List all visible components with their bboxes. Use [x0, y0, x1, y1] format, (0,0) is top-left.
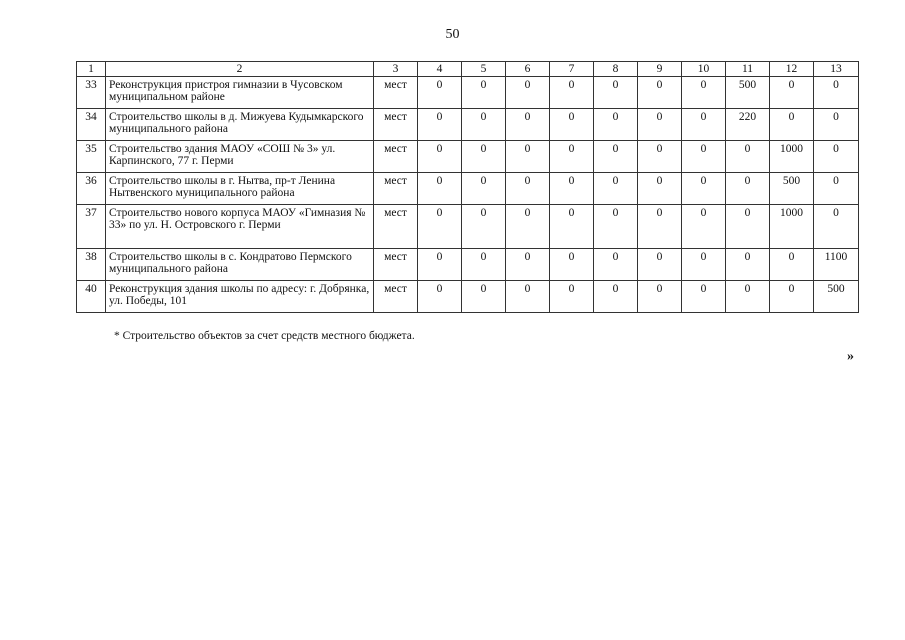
- row-number: 36: [77, 173, 106, 205]
- value-cell: 0: [506, 173, 550, 205]
- value-cell: 0: [814, 109, 859, 141]
- table-row: [77, 109, 859, 141]
- unit-cell: мест: [374, 249, 418, 281]
- row-number: 33: [77, 77, 106, 109]
- value-cell: 0: [682, 173, 726, 205]
- value-cell: 0: [462, 249, 506, 281]
- row-number: 40: [77, 281, 106, 313]
- row-number: 38: [77, 249, 106, 281]
- unit-cell: мест: [374, 109, 418, 141]
- value-cell: 0: [682, 77, 726, 109]
- value-cell: 500: [770, 173, 814, 205]
- value-cell: 0: [638, 109, 682, 141]
- closing-quote-mark: »: [847, 349, 854, 364]
- construction-table: [76, 61, 859, 313]
- column-header: 1: [77, 62, 106, 77]
- value-cell: 0: [550, 249, 594, 281]
- value-cell: 0: [594, 173, 638, 205]
- unit-cell: мест: [374, 205, 418, 249]
- value-cell: 0: [638, 281, 682, 313]
- value-cell: 0: [682, 281, 726, 313]
- value-cell: 0: [418, 141, 462, 173]
- value-cell: 0: [594, 249, 638, 281]
- object-name: Строительство школы в г. Нытва, пр-т Ленина Нытвенского муниципального района: [106, 173, 374, 205]
- object-name: Строительство школы в с. Кондратово Пермского муниципального района: [106, 249, 374, 281]
- value-cell: 0: [506, 205, 550, 249]
- row-number: 34: [77, 109, 106, 141]
- value-cell: 0: [814, 77, 859, 109]
- value-cell: 0: [550, 281, 594, 313]
- value-cell: 500: [814, 281, 859, 313]
- value-cell: 0: [506, 249, 550, 281]
- value-cell: 0: [462, 281, 506, 313]
- column-header: 3: [374, 62, 418, 77]
- value-cell: 0: [594, 205, 638, 249]
- value-cell: 0: [418, 109, 462, 141]
- value-cell: 0: [726, 173, 770, 205]
- table-row: [77, 281, 859, 313]
- object-name: Строительство школы в д. Мижуева Кудымкарского муниципального района: [106, 109, 374, 141]
- column-header: 8: [594, 62, 638, 77]
- value-cell: 0: [814, 173, 859, 205]
- value-cell: 0: [682, 205, 726, 249]
- value-cell: 0: [418, 205, 462, 249]
- value-cell: 0: [506, 77, 550, 109]
- page-number: 50: [445, 27, 460, 42]
- footnote: * Строительство объектов за счет средств местного бюджета.: [114, 330, 415, 342]
- value-cell: 0: [462, 109, 506, 141]
- value-cell: 0: [418, 281, 462, 313]
- unit-cell: мест: [374, 173, 418, 205]
- value-cell: 0: [638, 141, 682, 173]
- value-cell: 0: [638, 77, 682, 109]
- table-row: [77, 249, 859, 281]
- value-cell: 0: [550, 173, 594, 205]
- value-cell: 0: [726, 281, 770, 313]
- object-name: Реконструкция пристроя гимназии в Чусовском муниципальном районе: [106, 77, 374, 109]
- value-cell: 0: [726, 205, 770, 249]
- column-header: 2: [106, 62, 374, 77]
- unit-cell: мест: [374, 77, 418, 109]
- column-header: 5: [462, 62, 506, 77]
- value-cell: 1000: [770, 205, 814, 249]
- column-header: 6: [506, 62, 550, 77]
- value-cell: 0: [594, 281, 638, 313]
- object-name: Строительство нового корпуса МАОУ «Гимназия № 33» по ул. Н. Островского г. Перми: [106, 205, 374, 249]
- value-cell: 0: [506, 141, 550, 173]
- column-header: 10: [682, 62, 726, 77]
- header-row: [77, 62, 859, 77]
- value-cell: 0: [550, 109, 594, 141]
- value-cell: 0: [594, 141, 638, 173]
- value-cell: 0: [550, 205, 594, 249]
- value-cell: 0: [418, 249, 462, 281]
- value-cell: 0: [814, 205, 859, 249]
- value-cell: 0: [726, 141, 770, 173]
- object-name: Реконструкция здания школы по адресу: г. Добрянка, ул. Победы, 101: [106, 281, 374, 313]
- column-header: 13: [814, 62, 859, 77]
- value-cell: 0: [506, 281, 550, 313]
- value-cell: 0: [418, 173, 462, 205]
- value-cell: 0: [462, 141, 506, 173]
- value-cell: 0: [814, 141, 859, 173]
- value-cell: 1000: [770, 141, 814, 173]
- column-header: 7: [550, 62, 594, 77]
- value-cell: 0: [594, 109, 638, 141]
- table-row: [77, 141, 859, 173]
- value-cell: 0: [594, 77, 638, 109]
- value-cell: 0: [462, 205, 506, 249]
- row-number: 35: [77, 141, 106, 173]
- column-header: 11: [726, 62, 770, 77]
- value-cell: 0: [418, 77, 462, 109]
- value-cell: 0: [726, 249, 770, 281]
- value-cell: 0: [682, 109, 726, 141]
- value-cell: 500: [726, 77, 770, 109]
- value-cell: 0: [770, 281, 814, 313]
- value-cell: 0: [770, 249, 814, 281]
- table-row: [77, 205, 859, 249]
- row-number: 37: [77, 205, 106, 249]
- value-cell: 0: [770, 77, 814, 109]
- value-cell: 0: [638, 205, 682, 249]
- column-header: 9: [638, 62, 682, 77]
- value-cell: 1100: [814, 249, 859, 281]
- value-cell: 0: [550, 77, 594, 109]
- column-header: 12: [770, 62, 814, 77]
- value-cell: 0: [770, 109, 814, 141]
- table-row: [77, 77, 859, 109]
- table-body: [77, 77, 859, 313]
- value-cell: 0: [462, 173, 506, 205]
- value-cell: 0: [638, 249, 682, 281]
- column-header: 4: [418, 62, 462, 77]
- object-name: Строительство здания МАОУ «СОШ № 3» ул. Карпинского, 77 г. Перми: [106, 141, 374, 173]
- unit-cell: мест: [374, 141, 418, 173]
- table-row: [77, 173, 859, 205]
- value-cell: 0: [682, 141, 726, 173]
- value-cell: 0: [506, 109, 550, 141]
- unit-cell: мест: [374, 281, 418, 313]
- value-cell: 220: [726, 109, 770, 141]
- value-cell: 0: [682, 249, 726, 281]
- value-cell: 0: [550, 141, 594, 173]
- value-cell: 0: [638, 173, 682, 205]
- value-cell: 0: [462, 77, 506, 109]
